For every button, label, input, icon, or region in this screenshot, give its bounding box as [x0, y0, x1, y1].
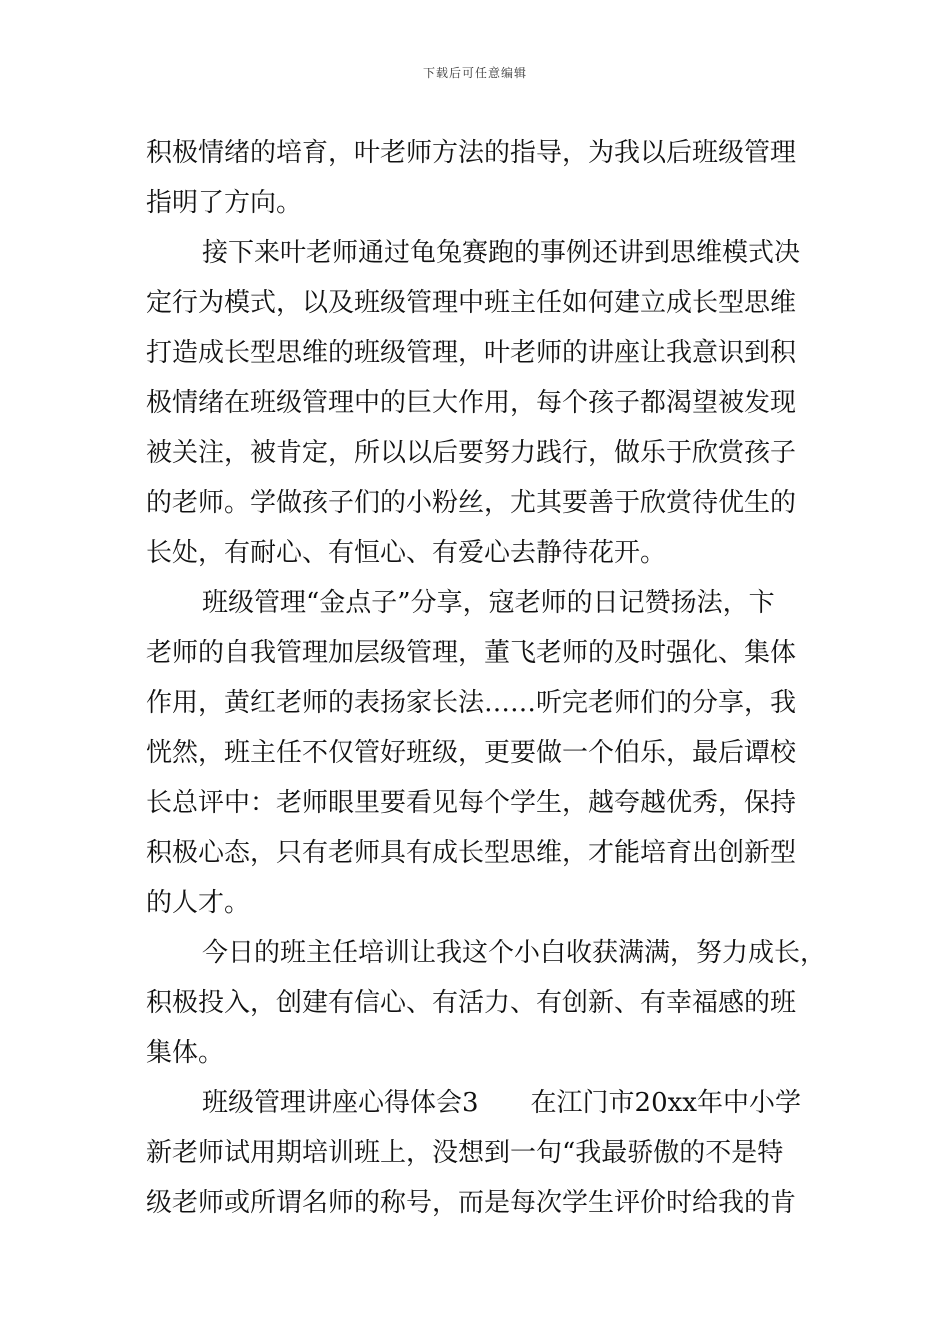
text-line: 新老师试用期培训班上，没想到一句“我最骄傲的不是特 — [146, 1138, 784, 1168]
page-header-note: 下载后可任意编辑 — [422, 66, 527, 80]
text-line: 长处，有耐心、有恒心、有爱心去静待花开。 — [146, 538, 667, 568]
text-line: 集体。 — [146, 1038, 225, 1068]
text-line: 打造成长型思维的班级管理，叶老师的讲座让我意识到积 — [146, 338, 797, 368]
text-line: 指明了方向。 — [146, 188, 303, 218]
section-heading: 班级管理讲座心得体会3 — [202, 1088, 479, 1118]
text-line: 积极投入，创建有信心、有活力、有创新、有幸福感的班 — [146, 988, 797, 1018]
text-line: 作用，黄红老师的表扬家长法……听完老师们的分享，我 — [146, 688, 797, 718]
text-line: 长总评中：老师眼里要看见每个学生，越夸越优秀，保持 — [146, 788, 797, 818]
section-intro: 在江门市20xx年中小学 — [530, 1088, 801, 1118]
paragraph-start-line: 接下来叶老师通过龟兔赛跑的事例还讲到思维模式决 — [202, 238, 801, 268]
section-heading-line — [146, 1078, 816, 1128]
text-line: 积极心态，只有老师具有成长型思维，才能培育出创新型 — [146, 838, 797, 868]
text-line: 老师的自我管理加层级管理，董飞老师的及时强化、集体 — [146, 638, 797, 668]
text-line: 定行为模式，以及班级管理中班主任如何建立成长型思维 — [146, 288, 797, 318]
text-line: 的老师。学做孩子们的小粉丝，尤其要善于欣赏待优生的 — [146, 488, 797, 518]
text-line: 极情绪在班级管理中的巨大作用，每个孩子都渴望被发现 — [146, 388, 797, 418]
text-line: 被关注，被肯定，所以以后要努力践行，做乐于欣赏孩子 — [146, 438, 797, 468]
document-body — [146, 128, 827, 1228]
text-line: 级老师或所谓名师的称号，而是每次学生评价时给我的肯 — [146, 1188, 797, 1218]
paragraph-start-line: 今日的班主任培训让我这个小白收获满满，努力成长， — [202, 938, 827, 968]
text-line: 恍然，班主任不仅管好班级，更要做一个伯乐，最后谭校 — [146, 738, 797, 768]
paragraph-start-line: 班级管理“金点子”分享，寇老师的日记赞扬法，卞 — [202, 588, 775, 618]
text-line: 的人才。 — [146, 888, 251, 918]
text-line: 积极情绪的培育，叶老师方法的指导，为我以后班级管理 — [146, 138, 797, 168]
